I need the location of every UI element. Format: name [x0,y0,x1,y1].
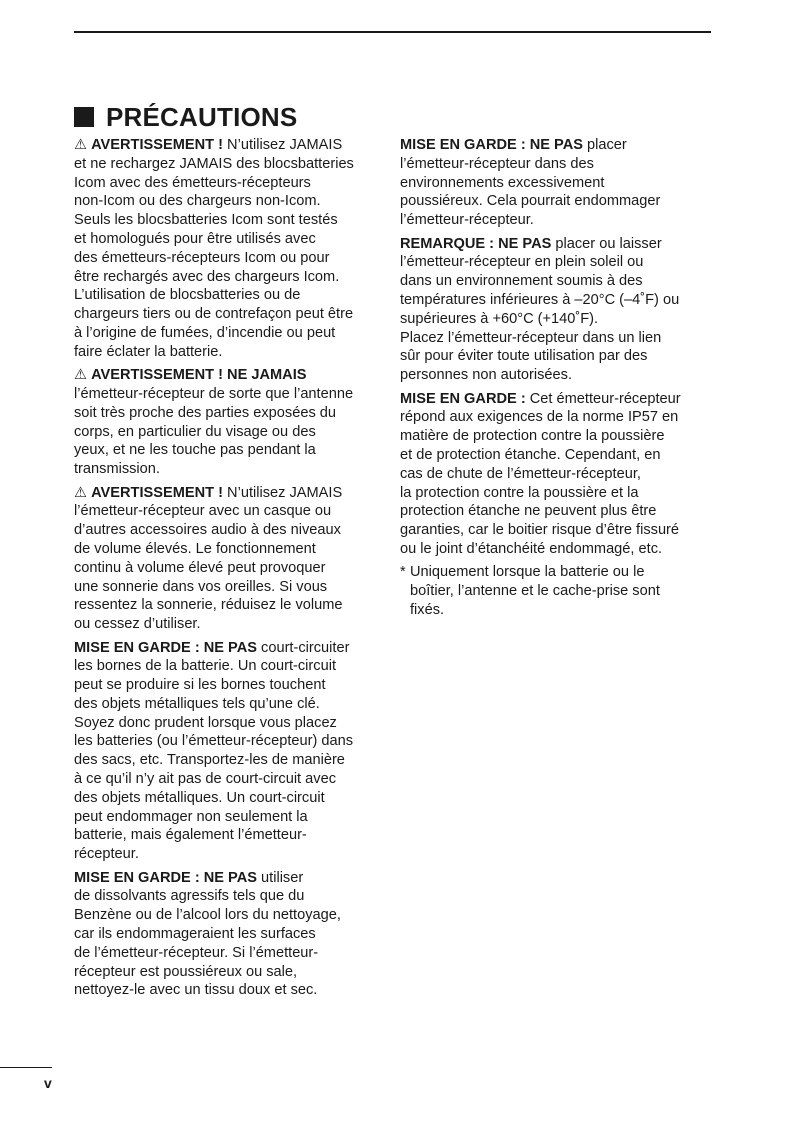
paragraph-line: poussiéreux. Cela pourrait endommager [400,193,661,210]
precaution-paragraph [74,639,386,865]
paragraph-line: ou le joint d’étanchéité endommagé, etc. [400,540,663,557]
paragraph-first-line [74,484,386,503]
paragraph-lead: REMARQUE : NE PAS [400,235,552,252]
page-title: PRÉCAUTIONS [106,101,298,132]
top-rule [74,31,711,33]
paragraph-line: des objets métalliques. Un court-circuit [74,789,325,806]
precaution-paragraph [400,235,714,385]
footnote-line: Uniquement lorsque la batterie ou le [410,564,645,581]
footnote-line: boîtier, l’antenne et le cache-prise sont [410,583,660,600]
paragraph-text: placer ou laisser [551,235,662,252]
paragraph-line: l’émetteur-récepteur avec un casque ou [74,503,332,520]
paragraph-line: des sacs, etc. Transportez-les de manière [74,752,345,769]
warning-triangle-icon: ⚠ [74,484,88,501]
paragraph-line: Icom avec des émetteurs-récepteurs [74,174,311,191]
paragraph-line: supérieures à +60°C (+140˚F). [400,310,599,327]
warning-triangle-icon: ⚠ [74,367,88,384]
paragraph-line: et ne rechargez JAMAIS des blocsbatteries [74,155,354,172]
paragraph-text: court-circuiter [256,639,350,656]
paragraph-text: Cet émetteur-récepteur [525,390,681,407]
paragraph-text: utiliser [256,869,304,886]
paragraph-line: d’autres accessoires audio à des niveaux [74,522,341,539]
paragraph-line: températures inférieures à –20°C (–4˚F) ou [400,291,680,308]
paragraph-lead: MISE EN GARDE : NE PAS [74,869,257,886]
precaution-paragraph [400,136,714,230]
paragraph-line: cas de chute de l’émetteur-récepteur, [400,465,641,482]
paragraph-lead: MISE EN GARDE : [400,390,526,407]
paragraph-line: dans un environnement soumis à des [400,273,643,290]
bottom-rule [0,1067,52,1068]
paragraph-line: non-Icom ou des chargeurs non-Icom. [74,193,321,210]
paragraph-line: transmission. [74,461,160,478]
paragraph-line: une sonnerie dans vos oreilles. Si vous [74,578,328,595]
paragraph-line: des objets métalliques tels qu’une clé. [74,695,320,712]
paragraph-line: batterie, mais également l’émetteur- [74,827,307,844]
paragraph-line: Placez l’émetteur-récepteur dans un lien [400,329,662,346]
paragraph-line: être rechargés avec des chargeurs Icom. [74,268,340,285]
paragraph-line: répond aux exigences de la norme IP57 en [400,409,679,426]
paragraph-line: personnes non autorisées. [400,367,572,384]
paragraph-line: ou cessez d’utiliser. [74,616,201,633]
paragraph-line: faire éclater la batterie. [74,343,223,360]
precaution-paragraph [74,136,386,362]
paragraph-line: chargeurs tiers ou de contrefaçon peut être [74,306,354,323]
paragraph-first-line [74,639,386,658]
paragraph-line: car ils endommageraient les surfaces [74,926,316,943]
paragraph-line: récepteur. [74,846,139,863]
paragraph-first-line [400,235,714,254]
paragraph-line: la protection contre la poussière et la [400,484,639,501]
paragraph-line: matière de protection contre la poussière [400,428,665,445]
paragraph-text: N’utilisez JAMAIS [223,484,343,501]
paragraph-line: des émetteurs-récepteurs Icom ou pour [74,249,330,266]
paragraph-line: ressentez la sonnerie, réduisez le volume [74,597,343,614]
paragraph-line: de volume élevés. Le fonctionnement [74,540,316,557]
paragraph-line: l’émetteur-récepteur dans des [400,155,594,172]
precaution-paragraph [74,366,386,479]
paragraph-first-line [400,390,714,409]
paragraph-line: peut endommager non seulement la [74,808,308,825]
footnote-asterisk: * [400,564,406,581]
paragraph-line: environnements excessivement [400,174,605,191]
paragraph-line: récepteur est poussiéreux ou sale, [74,963,298,980]
paragraph-line: de dissolvants agressifs tels que du [74,888,305,905]
paragraph-line: Seuls les blocsbatteries Icom sont testés [74,212,338,229]
paragraph-line: les bornes de la batterie. Un court-circuit [74,658,336,675]
paragraph-line: l’émetteur-récepteur. [400,212,534,229]
paragraph-line: les batteries (ou l’émetteur-récepteur) dans [74,733,354,750]
paragraph-lead: AVERTISSEMENT ! NE JAMAIS [91,367,307,384]
paragraph-line: et homologués pour être utilisés avec [74,230,316,247]
paragraph-line: peut se produire si les bornes touchent [74,677,326,694]
paragraph-first-line [74,869,386,888]
section-heading [74,100,297,134]
warning-triangle-icon: ⚠ [74,137,88,153]
footnote-line: fixés. [410,601,445,618]
paragraph-line: corps, en particulier du visage ou des [74,423,316,440]
paragraph-line: à ce qu’il n’y ait pas de court-circuit avec [74,771,336,788]
precaution-paragraph [74,869,386,1001]
paragraph-line: à l’origine de fumées, d’incendie ou peut [74,324,336,341]
footnote [400,563,714,619]
paragraph-line: Benzène ou de l’alcool lors du nettoyage, [74,907,341,924]
square-bullet-icon [74,107,94,127]
left-column [74,136,386,1005]
paragraph-line: continu à volume élevé peut provoquer [74,559,326,576]
paragraph-line: garanties, car le boitier risque d’être fissuré [400,522,680,539]
paragraph-text: N’utilisez JAMAIS [223,137,343,153]
paragraph-lead: MISE EN GARDE : NE PAS [400,137,583,153]
paragraph-lead: MISE EN GARDE : NE PAS [74,639,257,656]
paragraph-first-line [400,136,714,155]
paragraph-line: et de protection étanche. Cependant, en [400,446,661,463]
paragraph-line: L’utilisation de blocsbatteries ou de [74,287,301,304]
paragraph-line: l’émetteur-récepteur en plein soleil ou [400,254,644,271]
precaution-paragraph [74,484,386,634]
paragraph-first-line [74,366,386,385]
paragraph-line: soit très proche des parties exposées du [74,404,337,421]
paragraph-line: l’émetteur-récepteur de sorte que l’antenne [74,385,354,402]
paragraph-lead: AVERTISSEMENT ! [91,137,223,153]
paragraph-lead: AVERTISSEMENT ! [91,484,223,501]
paragraph-line: Soyez donc prudent lorsque vous placez [74,714,337,731]
paragraph-line: nettoyez-le avec un tissu doux et sec. [74,982,318,999]
right-column [400,136,714,624]
paragraph-line: sûr pour éviter toute utilisation par des [400,348,648,365]
page-number: v [44,1075,52,1091]
paragraph-first-line [74,136,386,155]
paragraph-line: protection étanche ne peuvent plus être [400,503,657,520]
paragraph-line: de l’émetteur-récepteur. Si l’émetteur- [74,944,319,961]
paragraph-text: placer [582,137,627,153]
paragraph-line: yeux, et ne les touche pas pendant la [74,442,316,459]
precaution-paragraph [400,390,714,559]
